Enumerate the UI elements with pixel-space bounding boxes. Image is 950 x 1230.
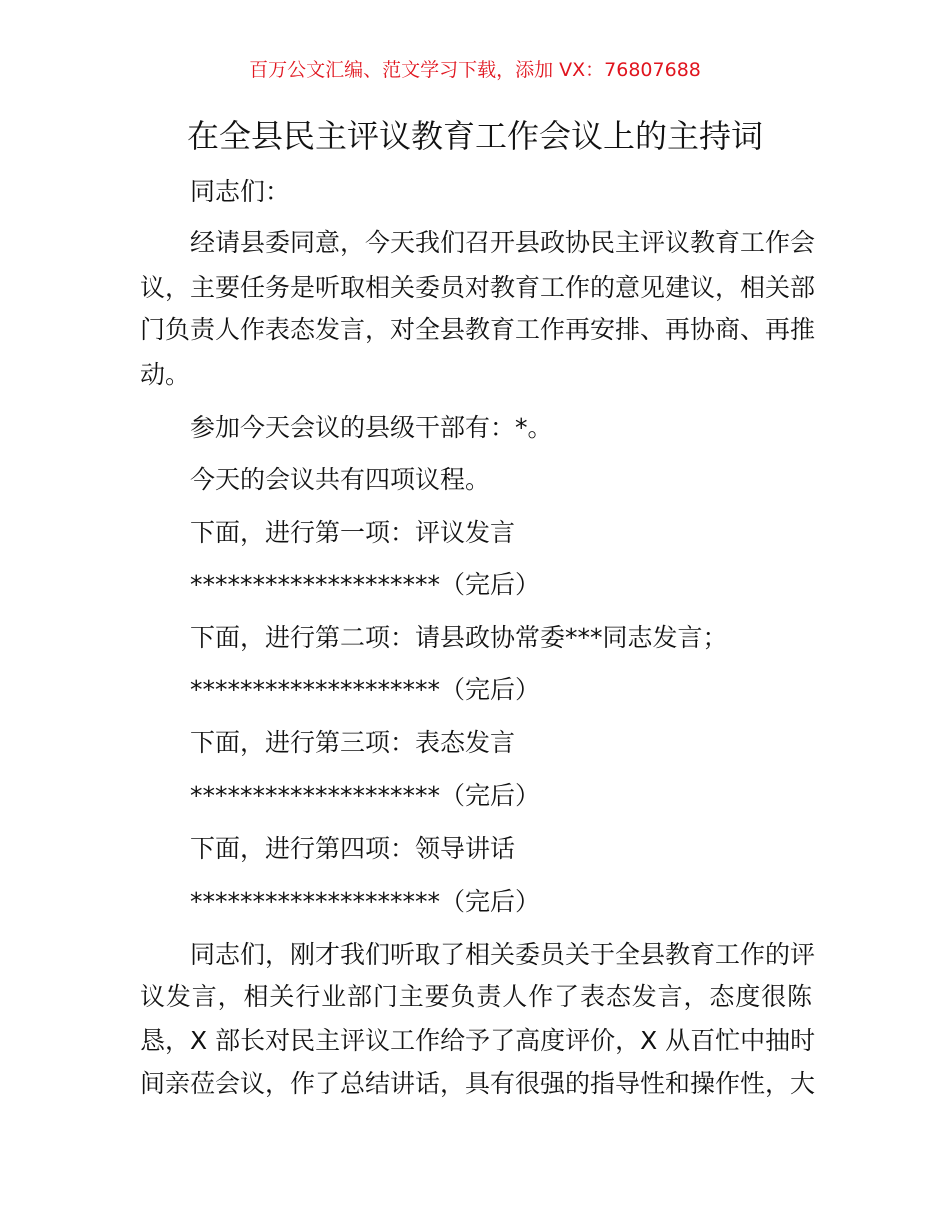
agenda-item: 下面，进行第三项：表态发言 [190, 728, 516, 757]
paragraph-line: 间亲莅会议，作了总结讲话，具有很强的指导性和操作性，大 [140, 1069, 816, 1098]
paragraph-line: 参加今天会议的县级干部有：*。 [190, 413, 553, 442]
agenda-item: 下面，进行第四项：领导讲话 [190, 834, 516, 863]
salutation: 同志们： [190, 177, 291, 206]
agenda-placeholder: ********************（完后） [190, 570, 541, 599]
agenda-placeholder: ********************（完后） [190, 675, 541, 704]
paragraph-line: 同志们，刚才我们听取了相关委员关于全县教育工作的评 [190, 940, 816, 969]
paragraph-line: 经请县委同意，今天我们召开县政协民主评议教育工作会 [190, 228, 816, 257]
agenda-placeholder: ********************（完后） [190, 887, 541, 916]
agenda-placeholder: ********************（完后） [190, 781, 541, 810]
paragraph-line: 恳，X 部长对民主评议工作给予了高度评价，X 从百忙中抽时 [140, 1026, 816, 1055]
paragraph-line: 议发言，相关行业部门主要负责人作了表态发言，态度很陈 [140, 982, 812, 1011]
paragraph-line: 今天的会议共有四项议程。 [190, 465, 491, 494]
watermark-header: 百万公文汇编、范文学习下载，添加 VX：76807688 [249, 59, 701, 81]
paragraph-line: 动。 [140, 360, 191, 389]
document-title: 在全县民主评议教育工作会议上的主持词 [186, 117, 763, 155]
paragraph-line: 门负责人作表态发言，对全县教育工作再安排、再协商、再推 [140, 315, 816, 344]
agenda-item: 下面，进行第二项：请县政协常委***同志发言； [190, 623, 728, 652]
agenda-item: 下面，进行第一项：评议发言 [190, 518, 516, 547]
paragraph-line: 议，主要任务是听取相关委员对教育工作的意见建议，相关部 [140, 273, 816, 302]
